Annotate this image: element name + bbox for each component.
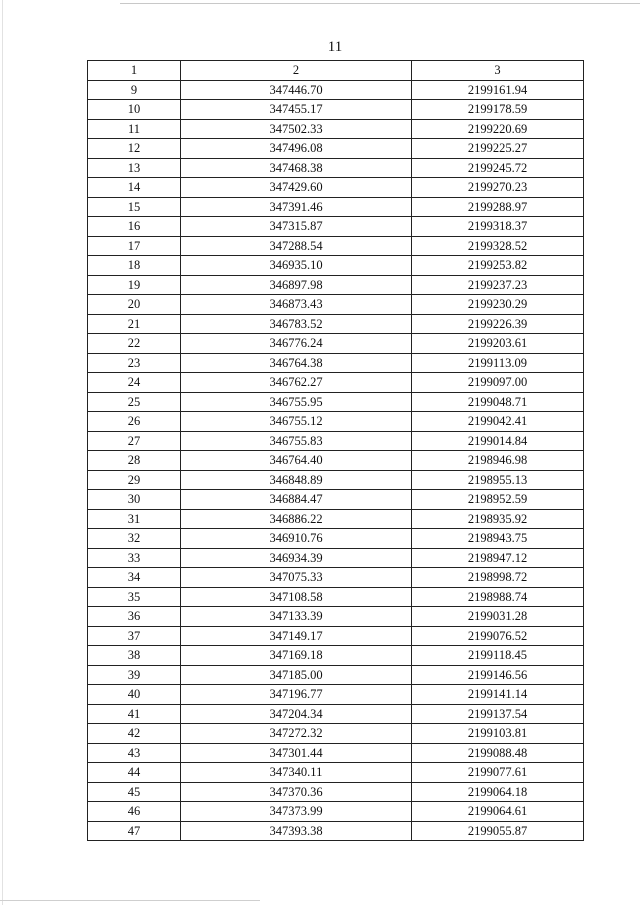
cell-point-number: 39 [88, 665, 181, 685]
table-row [88, 568, 584, 588]
cell-x-coordinate: 347288.54 [181, 236, 412, 256]
cell-point-number: 47 [88, 821, 181, 841]
table-row [88, 412, 584, 432]
cell-y-coordinate: 2199088.48 [412, 743, 584, 763]
cell-y-coordinate: 2199328.52 [412, 236, 584, 256]
cell-y-coordinate: 2199048.71 [412, 392, 584, 412]
cell-x-coordinate: 347133.39 [181, 607, 412, 627]
cell-x-coordinate: 347204.34 [181, 704, 412, 724]
cell-point-number: 16 [88, 217, 181, 237]
cell-y-coordinate: 2199178.59 [412, 100, 584, 120]
cell-point-number: 12 [88, 139, 181, 159]
cell-x-coordinate: 346755.95 [181, 392, 412, 412]
cell-point-number: 33 [88, 548, 181, 568]
cell-x-coordinate: 347169.18 [181, 646, 412, 666]
table-row [88, 178, 584, 198]
cell-point-number: 34 [88, 568, 181, 588]
cell-y-coordinate: 2199031.28 [412, 607, 584, 627]
cell-y-coordinate: 2199014.84 [412, 431, 584, 451]
cell-point-number: 23 [88, 353, 181, 373]
cell-x-coordinate: 347391.46 [181, 197, 412, 217]
table-row [88, 80, 584, 100]
cell-point-number: 17 [88, 236, 181, 256]
cell-point-number: 46 [88, 802, 181, 822]
cell-point-number: 35 [88, 587, 181, 607]
cell-point-number: 25 [88, 392, 181, 412]
bottom-border-line [0, 900, 260, 901]
table-row [88, 314, 584, 334]
cell-y-coordinate: 2198947.12 [412, 548, 584, 568]
cell-point-number: 10 [88, 100, 181, 120]
cell-y-coordinate: 2199055.87 [412, 821, 584, 841]
table-row [88, 509, 584, 529]
cell-point-number: 26 [88, 412, 181, 432]
cell-point-number: 27 [88, 431, 181, 451]
table-row [88, 217, 584, 237]
cell-x-coordinate: 347315.87 [181, 217, 412, 237]
cell-point-number: 20 [88, 295, 181, 315]
cell-y-coordinate: 2199042.41 [412, 412, 584, 432]
column-header-x: 2 [181, 61, 412, 81]
cell-y-coordinate: 2199103.81 [412, 724, 584, 744]
table-row [88, 665, 584, 685]
cell-point-number: 37 [88, 626, 181, 646]
cell-x-coordinate: 346762.27 [181, 373, 412, 393]
cell-x-coordinate: 347272.32 [181, 724, 412, 744]
cell-x-coordinate: 346884.47 [181, 490, 412, 510]
table-row [88, 256, 584, 276]
cell-y-coordinate: 2199146.56 [412, 665, 584, 685]
table-row [88, 626, 584, 646]
table-row [88, 646, 584, 666]
cell-point-number: 24 [88, 373, 181, 393]
cell-x-coordinate: 347149.17 [181, 626, 412, 646]
cell-point-number: 22 [88, 334, 181, 354]
table-row [88, 802, 584, 822]
cell-y-coordinate: 2199237.23 [412, 275, 584, 295]
table-row [88, 451, 584, 471]
table-row [88, 295, 584, 315]
left-border-line [2, 0, 3, 905]
table-row [88, 821, 584, 841]
cell-point-number: 40 [88, 685, 181, 705]
cell-x-coordinate: 347196.77 [181, 685, 412, 705]
cell-y-coordinate: 2199253.82 [412, 256, 584, 276]
cell-point-number: 44 [88, 763, 181, 783]
cell-y-coordinate: 2198935.92 [412, 509, 584, 529]
table-row [88, 724, 584, 744]
page-number: 11 [327, 39, 343, 55]
table-row [88, 353, 584, 373]
cell-point-number: 41 [88, 704, 181, 724]
cell-point-number: 21 [88, 314, 181, 334]
cell-x-coordinate: 347108.58 [181, 587, 412, 607]
table-row [88, 685, 584, 705]
table-row [88, 119, 584, 139]
cell-point-number: 18 [88, 256, 181, 276]
table-row [88, 236, 584, 256]
cell-x-coordinate: 346755.12 [181, 412, 412, 432]
table-row [88, 763, 584, 783]
table-row [88, 275, 584, 295]
cell-y-coordinate: 2199118.45 [412, 646, 584, 666]
cell-y-coordinate: 2199225.27 [412, 139, 584, 159]
table-header [88, 61, 584, 81]
table-row [88, 704, 584, 724]
cell-x-coordinate: 347429.60 [181, 178, 412, 198]
table-row [88, 529, 584, 549]
table-row [88, 587, 584, 607]
cell-y-coordinate: 2198955.13 [412, 470, 584, 490]
cell-y-coordinate: 2199318.37 [412, 217, 584, 237]
cell-y-coordinate: 2199097.00 [412, 373, 584, 393]
cell-x-coordinate: 346897.98 [181, 275, 412, 295]
cell-point-number: 19 [88, 275, 181, 295]
cell-x-coordinate: 346886.22 [181, 509, 412, 529]
cell-x-coordinate: 346764.38 [181, 353, 412, 373]
table-row [88, 373, 584, 393]
table-header-row [88, 61, 584, 81]
cell-point-number: 36 [88, 607, 181, 627]
cell-point-number: 13 [88, 158, 181, 178]
cell-y-coordinate: 2198988.74 [412, 587, 584, 607]
cell-point-number: 42 [88, 724, 181, 744]
cell-y-coordinate: 2199113.09 [412, 353, 584, 373]
cell-point-number: 9 [88, 80, 181, 100]
cell-point-number: 15 [88, 197, 181, 217]
cell-x-coordinate: 346935.10 [181, 256, 412, 276]
top-border-line [120, 3, 640, 4]
cell-y-coordinate: 2199137.54 [412, 704, 584, 724]
cell-x-coordinate: 347446.70 [181, 80, 412, 100]
cell-y-coordinate: 2199220.69 [412, 119, 584, 139]
table-row [88, 743, 584, 763]
cell-x-coordinate: 347075.33 [181, 568, 412, 588]
cell-x-coordinate: 347301.44 [181, 743, 412, 763]
cell-y-coordinate: 2199161.94 [412, 80, 584, 100]
column-header-y: 3 [412, 61, 584, 81]
cell-point-number: 45 [88, 782, 181, 802]
cell-point-number: 30 [88, 490, 181, 510]
table-row [88, 782, 584, 802]
cell-y-coordinate: 2199288.97 [412, 197, 584, 217]
cell-x-coordinate: 346934.39 [181, 548, 412, 568]
cell-point-number: 32 [88, 529, 181, 549]
cell-y-coordinate: 2199077.61 [412, 763, 584, 783]
cell-y-coordinate: 2198943.75 [412, 529, 584, 549]
cell-point-number: 38 [88, 646, 181, 666]
cell-point-number: 11 [88, 119, 181, 139]
cell-y-coordinate: 2199270.23 [412, 178, 584, 198]
cell-x-coordinate: 346783.52 [181, 314, 412, 334]
table-row [88, 392, 584, 412]
cell-x-coordinate: 346776.24 [181, 334, 412, 354]
cell-point-number: 28 [88, 451, 181, 471]
cell-point-number: 43 [88, 743, 181, 763]
column-header-point: 1 [88, 61, 181, 81]
table-row [88, 139, 584, 159]
cell-y-coordinate: 2199076.52 [412, 626, 584, 646]
cell-x-coordinate: 347455.17 [181, 100, 412, 120]
cell-x-coordinate: 347496.08 [181, 139, 412, 159]
table-body [88, 80, 584, 841]
cell-y-coordinate: 2198946.98 [412, 451, 584, 471]
cell-y-coordinate: 2199245.72 [412, 158, 584, 178]
cell-x-coordinate: 347370.36 [181, 782, 412, 802]
table-row [88, 431, 584, 451]
table-row [88, 158, 584, 178]
table-row [88, 100, 584, 120]
cell-point-number: 14 [88, 178, 181, 198]
cell-y-coordinate: 2199226.39 [412, 314, 584, 334]
cell-x-coordinate: 347468.38 [181, 158, 412, 178]
cell-x-coordinate: 347373.99 [181, 802, 412, 822]
table-row [88, 490, 584, 510]
cell-y-coordinate: 2199203.61 [412, 334, 584, 354]
cell-y-coordinate: 2199064.61 [412, 802, 584, 822]
cell-y-coordinate: 2199230.29 [412, 295, 584, 315]
cell-x-coordinate: 346755.83 [181, 431, 412, 451]
cell-x-coordinate: 346848.89 [181, 470, 412, 490]
table-row [88, 607, 584, 627]
coordinates-table [87, 60, 584, 841]
cell-point-number: 29 [88, 470, 181, 490]
cell-y-coordinate: 2198952.59 [412, 490, 584, 510]
cell-x-coordinate: 347393.38 [181, 821, 412, 841]
table-row [88, 197, 584, 217]
table-row [88, 334, 584, 354]
cell-x-coordinate: 346764.40 [181, 451, 412, 471]
table-row [88, 548, 584, 568]
cell-x-coordinate: 347502.33 [181, 119, 412, 139]
cell-point-number: 31 [88, 509, 181, 529]
cell-x-coordinate: 346910.76 [181, 529, 412, 549]
cell-x-coordinate: 346873.43 [181, 295, 412, 315]
table-row [88, 470, 584, 490]
cell-x-coordinate: 347185.00 [181, 665, 412, 685]
cell-y-coordinate: 2199141.14 [412, 685, 584, 705]
cell-x-coordinate: 347340.11 [181, 763, 412, 783]
cell-y-coordinate: 2199064.18 [412, 782, 584, 802]
cell-y-coordinate: 2198998.72 [412, 568, 584, 588]
